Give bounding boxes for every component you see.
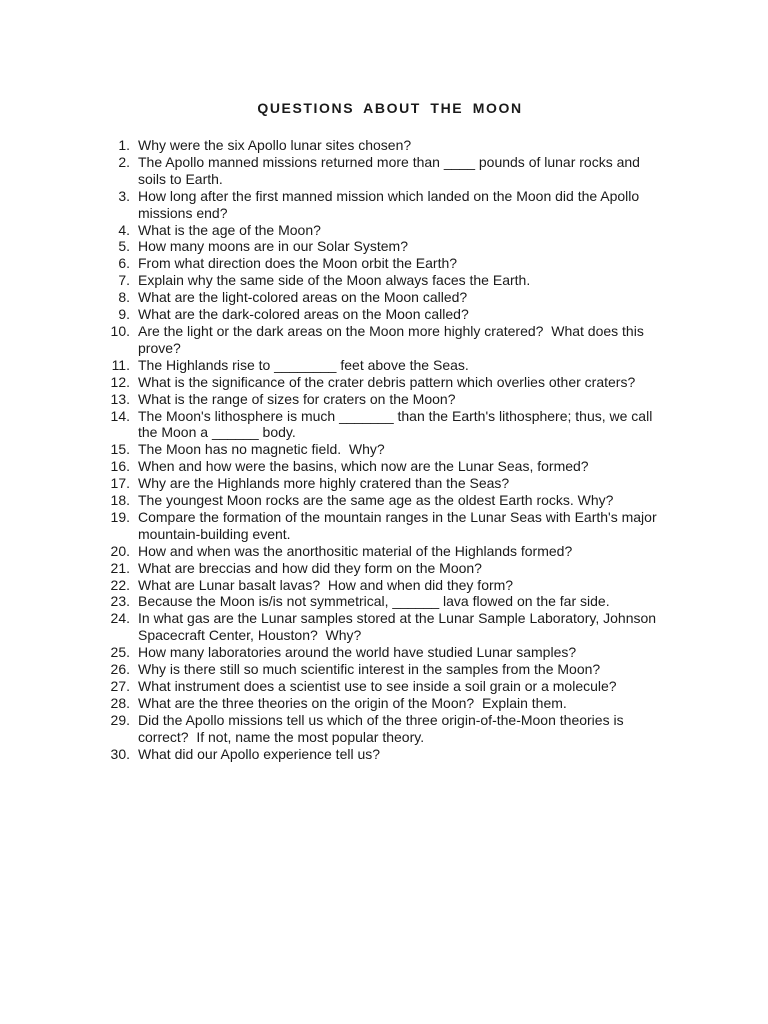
question-number: 28. [110,694,130,711]
question-item [100,560,660,577]
question-text: The youngest Moon rocks are the same age as the oldest Earth rocks. Why? [138,492,614,509]
question-item [100,509,660,543]
question-item [100,661,660,678]
question-number: 26. [110,661,130,678]
question-text: Are the light or the dark areas on the Moon more highly cratered? What does this prove? [138,322,648,356]
question-number: 30. [110,745,130,762]
question-number: 14. [110,407,130,424]
question-number: 21. [110,559,130,576]
question-item [100,543,660,560]
question-number: 2. [118,153,130,170]
question-text: What are the light-colored areas on the Moon called? [138,289,468,306]
question-item [100,188,660,222]
question-text: What is the range of sizes for craters on the Moon? [138,390,456,407]
question-number: 11. [111,356,130,373]
question-item [100,357,660,374]
question-item [100,678,660,695]
question-text: What is the significance of the crater debris pattern which overlies other craters? [138,373,636,390]
question-item [100,610,660,644]
question-item [100,408,660,442]
question-text: The Moon's lithosphere is much _______ than the Earth's lithosphere; thus, we call the Moon a ______ body. [138,407,657,441]
question-item [100,391,660,408]
question-item [100,712,660,746]
question-number: 6. [118,255,130,272]
question-number: 8. [118,289,130,306]
question-item [100,475,660,492]
question-text: From what direction does the Moon orbit the Earth? [138,255,458,272]
question-number: 10. [110,322,130,339]
question-item [100,746,660,763]
question-number: 13. [110,390,130,407]
question-item [100,272,660,289]
question-text: Did the Apollo missions tell us which of the three origin-of-the-Moon theories is correct? If not, name the most popular theory. [138,711,628,745]
question-item [100,255,660,272]
question-item [100,222,660,239]
question-item [100,593,660,610]
question-text: When and how were the basins, which now are the Lunar Seas, formed? [138,458,589,475]
page-title: QUESTIONS ABOUT THE MOON [257,100,523,116]
question-number: 20. [110,542,130,559]
question-number: 15. [110,441,130,458]
question-item [100,695,660,712]
question-list [100,137,660,763]
question-number: 22. [110,576,130,593]
question-item [100,441,660,458]
question-text: What is the age of the Moon? [138,221,321,238]
question-text: What are Lunar basalt lavas? How and when did they form? [138,576,514,593]
question-item [100,577,660,594]
question-text: What are the three theories on the origin of the Moon? Explain them. [138,694,567,711]
question-text: Compare the formation of the mountain ranges in the Lunar Seas with Earth's major mountain-building event. [138,508,661,542]
question-item [100,154,660,188]
question-number: 7. [118,272,130,289]
question-number: 25. [110,644,130,661]
question-number: 4. [118,221,130,238]
question-text: How many moons are in our Solar System? [138,238,408,255]
question-number: 12. [110,373,130,390]
question-number: 27. [110,678,130,694]
question-item [100,323,660,357]
question-text: Why were the six Apollo lunar sites chosen? [138,137,412,153]
question-item [100,289,660,306]
question-item [100,374,660,391]
question-text: Because the Moon is/is not symmetrical, ______ lava flowed on the far side. [138,593,610,610]
question-item [100,492,660,509]
question-number: 18. [110,492,130,509]
question-text: The Moon has no magnetic field. Why? [138,441,385,458]
question-item [100,238,660,255]
question-number: 23. [110,593,130,610]
question-text: Why are the Highlands more highly cratered than the Seas? [138,475,510,492]
question-text: How many laboratories around the world have studied Lunar samples? [138,644,577,661]
question-text: Why is there still so much scientific interest in the samples from the Moon? [138,661,601,678]
question-number: 17. [110,475,130,492]
question-text: Explain why the same side of the Moon always faces the Earth. [138,272,531,289]
question-text: What instrument does a scientist use to see inside a soil grain or a molecule? [138,678,617,694]
question-item [100,644,660,661]
question-number: 29. [110,711,130,728]
question-text: The Apollo manned missions returned more than ____ pounds of lunar rocks and soils to Earth. [138,153,644,187]
question-text: The Highlands rise to ________ feet above the Seas. [138,356,469,373]
question-number: 24. [110,610,130,627]
question-item [100,458,660,475]
question-text: What did our Apollo experience tell us? [138,745,381,762]
question-text: What are breccias and how did they form on the Moon? [138,559,482,576]
question-item [100,137,660,154]
question-number: 9. [118,306,130,323]
question-text: What are the dark-colored areas on the Moon called? [138,306,469,323]
question-item [100,306,660,323]
question-number: 16. [110,458,130,475]
question-text: How and when was the anorthositic material of the Highlands formed? [138,542,573,559]
question-text: In what gas are the Lunar samples stored at the Lunar Sample Laboratory, Johnson Spacecraft Center, Houston? Why? [138,610,660,644]
question-text: How long after the first manned mission which landed on the Moon did the Apollo missions end? [138,187,644,221]
question-number: 1. [118,137,130,153]
question-number: 5. [118,238,130,255]
question-number: 3. [118,187,130,204]
question-number: 19. [110,508,130,525]
